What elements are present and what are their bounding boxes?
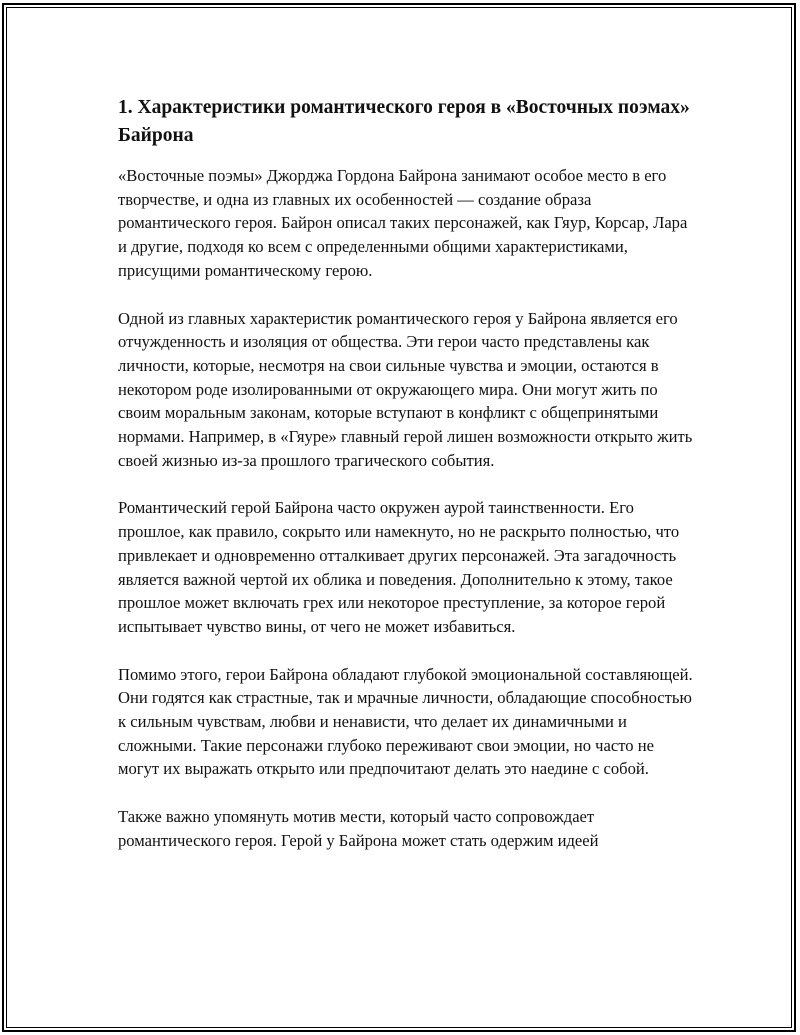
paragraph-4: Помимо этого, герои Байрона обладают глубокой эмоциональной составляющей. Они годятся как страстные, так и мрачные личности, обладающие способностью к сильным чувствам, любви и ненависти, что делает их динамичными и сложными. Такие персонажи глубоко переживают свои эмоции, но часто не могут их выражать открыто или предпочитают делать это наедине с собой. bbox=[118, 664, 693, 779]
paragraph-1: «Восточные поэмы» Джорджа Гордона Байрона занимают особое место в его творчестве, и одна из главных их особенностей — создание образа романтического героя. Байрон описал таких персонажей, как Гяур, Корсар, Лара и другие, подходя ко всем с определенными общими характеристиками, присущими романтическому герою. bbox=[118, 166, 688, 280]
paragraph-5: Также важно упомянуть мотив мести, который часто сопровождает романтического героя. Герой у Байрона может стать одержим идеей bbox=[118, 807, 599, 850]
section-heading: 1. Характеристики романтического героя в «Восточных поэмах» Байрона bbox=[118, 97, 690, 146]
paragraph-2: Одной из главных характеристик романтического героя у Байрона является его отчужденность и изоляция от общества. Эти герои часто представлены как личности, которые, несмотря на свои сильные чувства и эмоции, остаются в некотором роде изолированными от окружающего мира. Они могут жить по своим моральным законам, которые вступают в конфликт с общепринятыми нормами. Например, в «Гяуре» главный герой лишен возможности открыто жить своей жизнью из-за прошлого трагического события. bbox=[118, 308, 693, 470]
paragraph-3: Романтический герой Байрона часто окружен аурой таинственности. Его прошлое, как правило, сокрыто или намекнуто, но не раскрыто полностью, что привлекает и одновременно отталкивает других персонажей. Эта загадочность является важной чертой их облика и поведения. Дополнительно к этому, такое прошлое может включать грех или некоторое преступление, за которое герой испытывает чувство вины, от чего не может избавиться. bbox=[118, 498, 680, 636]
document-content bbox=[118, 94, 693, 877]
